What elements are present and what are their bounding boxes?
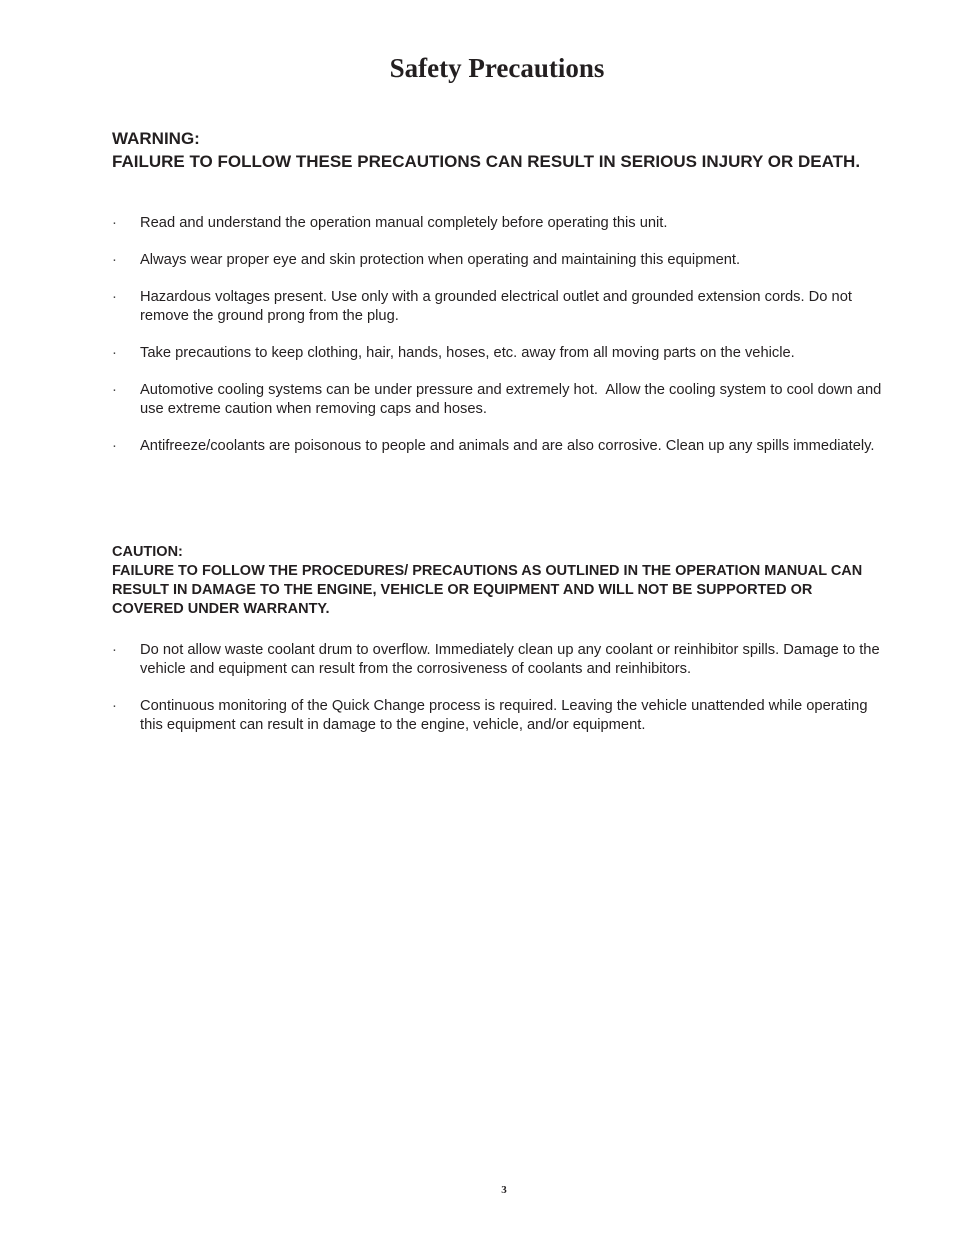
bullet-icon: · [112, 252, 117, 268]
caution-statement: FAILURE TO FOLLOW THE PROCEDURES/ PRECAUTIONS AS OUTLINED IN THE OPERATION MANUAL CAN RESULT IN DAMAGE TO THE ENGINE, VEHICLE OR EQUIPMENT AND WILL NOT BE SUPPORTED OR COVERED UNDER WARRANTY. [112, 563, 863, 617]
bullet-icon: · [112, 215, 117, 231]
bullet-icon: · [112, 698, 117, 714]
warning-item [112, 381, 898, 419]
caution-item [112, 641, 882, 679]
warning-item [112, 288, 882, 326]
caution-header [112, 543, 882, 619]
caution-item-text: Do not allow waste coolant drum to overflow. Immediately clean up any coolant or reinhibitor spills. Damage to the vehicle and equipment can result from the corrosiveness of coolants and reinhibitors. [140, 642, 880, 677]
caution-heading: CAUTION: [112, 544, 183, 560]
warning-item-text: Read and understand the operation manual completely before operating this unit. [140, 215, 668, 231]
warning-item [112, 214, 882, 233]
warning-item [112, 344, 882, 363]
warning-item-text: Hazardous voltages present. Use only with a grounded electrical outlet and grounded extension cords. Do not remove the ground prong from the plug. [140, 289, 852, 324]
bullet-icon: · [112, 345, 117, 361]
warning-item-text: Antifreeze/coolants are poisonous to people and animals and are also corrosive. Clean up any spills immediately. [140, 438, 875, 454]
warning-heading: WARNING: [112, 129, 200, 148]
page-title: Safety Precautions [389, 53, 605, 83]
caution-item [112, 697, 882, 735]
warning-header [112, 127, 872, 173]
bullet-icon: · [112, 382, 117, 398]
warning-item-text: Always wear proper eye and skin protection when operating and maintaining this equipment. [140, 252, 741, 268]
caution-item-text: Continuous monitoring of the Quick Change process is required. Leaving the vehicle unattended while operating this equipment can result in damage to the engine, vehicle, and/or equipment. [140, 698, 868, 733]
warning-item [112, 437, 882, 456]
warning-item-text: Automotive cooling systems can be under pressure and extremely hot. Allow the cooling system to cool down and use extreme caution when removing caps and hoses. [140, 382, 898, 417]
bullet-icon: · [112, 289, 117, 305]
page-number: 3 [501, 1184, 507, 1196]
warning-list [112, 214, 898, 474]
warning-item [112, 251, 882, 270]
warning-item-text: Take precautions to keep clothing, hair, hands, hoses, etc. away from all moving parts on the vehicle. [140, 345, 795, 361]
caution-list [112, 641, 882, 753]
warning-statement: FAILURE TO FOLLOW THESE PRECAUTIONS CAN RESULT IN SERIOUS INJURY OR DEATH. [112, 152, 861, 171]
bullet-icon: · [112, 642, 117, 658]
bullet-icon: · [112, 438, 117, 454]
